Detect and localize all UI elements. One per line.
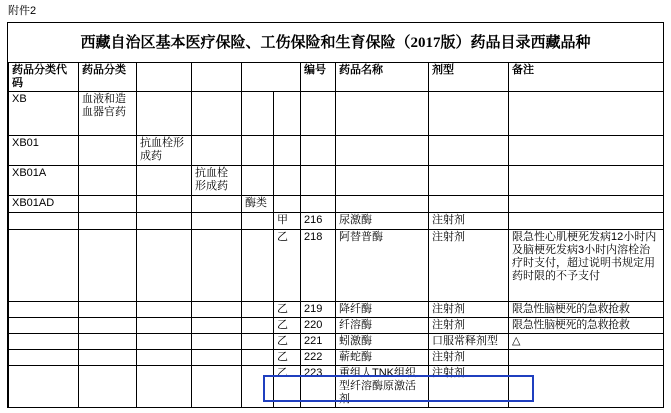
cell-category-3 bbox=[192, 136, 242, 166]
cell-category-2 bbox=[137, 366, 192, 408]
cell-dosage-form: 口服常释剂型 bbox=[429, 334, 509, 350]
cell-category-4 bbox=[242, 318, 274, 334]
cell-remark bbox=[509, 366, 664, 408]
cell-dosage-form bbox=[429, 136, 509, 166]
table-row bbox=[9, 230, 664, 302]
cell-category-code bbox=[9, 350, 79, 366]
cell-drug-name: 纤溶酶 bbox=[336, 318, 429, 334]
cell-number bbox=[301, 196, 336, 213]
cell-remark bbox=[509, 166, 664, 196]
cell-category-4: 酶类 bbox=[242, 196, 274, 213]
cell-category-3 bbox=[192, 230, 242, 302]
cell-number: 220 bbox=[301, 318, 336, 334]
cell-number: 219 bbox=[301, 302, 336, 318]
header-dosage-form: 剂型 bbox=[429, 63, 509, 92]
cell-dosage-form: 注射剂 bbox=[429, 318, 509, 334]
cell-number: 223 bbox=[301, 366, 336, 408]
cell-drug-name: 尿激酶 bbox=[336, 213, 429, 230]
table-row bbox=[9, 302, 664, 318]
cell-level: 乙 bbox=[274, 230, 301, 302]
cell-dosage-form: 注射剂 bbox=[429, 213, 509, 230]
cell-category-4 bbox=[242, 350, 274, 366]
cell-number bbox=[301, 166, 336, 196]
cell-category-code bbox=[9, 334, 79, 350]
cell-category-code bbox=[9, 302, 79, 318]
cell-category-3 bbox=[192, 318, 242, 334]
cell-category-2 bbox=[137, 92, 192, 136]
cell-drug-name bbox=[336, 196, 429, 213]
cell-remark: 限急性脑梗死的急救抢救 bbox=[509, 302, 664, 318]
cell-level bbox=[274, 136, 301, 166]
cell-category-1 bbox=[79, 196, 137, 213]
cell-drug-name: 蚓激酶 bbox=[336, 334, 429, 350]
table-row bbox=[9, 318, 664, 334]
cell-level bbox=[274, 166, 301, 196]
cell-drug-name: 阿替普酶 bbox=[336, 230, 429, 302]
cell-dosage-form: 注射剂 bbox=[429, 230, 509, 302]
cell-category-1 bbox=[79, 366, 137, 408]
cell-level: 乙 bbox=[274, 350, 301, 366]
cell-category-1 bbox=[79, 350, 137, 366]
cell-category-1 bbox=[79, 166, 137, 196]
cell-drug-name: 降纤酶 bbox=[336, 302, 429, 318]
cell-level: 甲 bbox=[274, 213, 301, 230]
header-category-2 bbox=[137, 63, 192, 92]
cell-number: 216 bbox=[301, 213, 336, 230]
cell-level: 乙 bbox=[274, 302, 301, 318]
cell-category-2 bbox=[137, 334, 192, 350]
cell-category-3: 抗血栓形成药 bbox=[192, 166, 242, 196]
cell-category-code: XB01A bbox=[9, 166, 79, 196]
cell-category-2 bbox=[137, 166, 192, 196]
cell-category-3 bbox=[192, 196, 242, 213]
header-number: 编号 bbox=[301, 63, 336, 92]
cell-number bbox=[301, 136, 336, 166]
header-remark: 备注 bbox=[509, 63, 664, 92]
cell-category-4 bbox=[242, 366, 274, 408]
cell-category-3 bbox=[192, 302, 242, 318]
cell-dosage-form: 注射剂 bbox=[429, 302, 509, 318]
cell-category-code bbox=[9, 230, 79, 302]
cell-remark bbox=[509, 350, 664, 366]
cell-remark bbox=[509, 213, 664, 230]
cell-remark: 限急性脑梗死的急救抢救 bbox=[509, 318, 664, 334]
cell-level: 乙 bbox=[274, 366, 301, 408]
cell-category-1 bbox=[79, 213, 137, 230]
cell-remark bbox=[509, 136, 664, 166]
cell-category-3 bbox=[192, 350, 242, 366]
header-category-4 bbox=[242, 63, 301, 92]
cell-drug-name: 重组人TNK组织型纤溶酶原激活剂 bbox=[336, 366, 429, 408]
cell-category-code: XB bbox=[9, 92, 79, 136]
cell-category-4 bbox=[242, 334, 274, 350]
cell-category-4 bbox=[242, 166, 274, 196]
cell-number: 221 bbox=[301, 334, 336, 350]
table-row bbox=[9, 334, 664, 350]
cell-number bbox=[301, 92, 336, 136]
cell-category-4 bbox=[242, 92, 274, 136]
cell-category-2: 抗血栓形成药 bbox=[137, 136, 192, 166]
cell-category-1 bbox=[79, 230, 137, 302]
cell-category-1: 血液和造血器官药 bbox=[79, 92, 137, 136]
attachment-label: 附件2 bbox=[8, 5, 37, 17]
table-row bbox=[9, 136, 664, 166]
cell-level bbox=[274, 92, 301, 136]
cell-drug-name bbox=[336, 136, 429, 166]
cell-category-3 bbox=[192, 213, 242, 230]
table-header-row bbox=[9, 63, 664, 92]
cell-dosage-form: 注射剂 bbox=[429, 350, 509, 366]
document-frame bbox=[7, 22, 664, 408]
cell-category-3 bbox=[192, 334, 242, 350]
cell-category-code bbox=[9, 318, 79, 334]
cell-category-code: XB01 bbox=[9, 136, 79, 166]
cell-remark bbox=[509, 92, 664, 136]
cell-category-3 bbox=[192, 92, 242, 136]
header-category-code: 药品分类代码 bbox=[9, 63, 79, 92]
cell-category-code bbox=[9, 213, 79, 230]
table-row bbox=[9, 213, 664, 230]
cell-category-3 bbox=[192, 366, 242, 408]
header-category: 药品分类 bbox=[79, 63, 137, 92]
cell-category-4 bbox=[242, 136, 274, 166]
cell-category-1 bbox=[79, 302, 137, 318]
cell-number: 222 bbox=[301, 350, 336, 366]
cell-category-code: XB01AD bbox=[9, 196, 79, 213]
cell-level bbox=[274, 196, 301, 213]
cell-remark bbox=[509, 196, 664, 213]
cell-remark: 限急性心肌梗死发病12小时内及脑梗死发病3小时内溶栓治疗时支付，超过说明书规定用药时限的不予支付 bbox=[509, 230, 664, 302]
header-drug-name: 药品名称 bbox=[336, 63, 429, 92]
cell-level: 乙 bbox=[274, 334, 301, 350]
cell-category-4 bbox=[242, 213, 274, 230]
drug-catalog-table bbox=[8, 62, 664, 408]
header-category-3 bbox=[192, 63, 242, 92]
cell-category-2 bbox=[137, 318, 192, 334]
cell-category-2 bbox=[137, 213, 192, 230]
cell-category-1 bbox=[79, 136, 137, 166]
cell-dosage-form: 注射剂 bbox=[429, 366, 509, 408]
cell-category-1 bbox=[79, 318, 137, 334]
cell-category-2 bbox=[137, 230, 192, 302]
cell-category-1 bbox=[79, 334, 137, 350]
cell-category-4 bbox=[242, 302, 274, 318]
cell-dosage-form bbox=[429, 196, 509, 213]
cell-category-2 bbox=[137, 302, 192, 318]
cell-drug-name bbox=[336, 166, 429, 196]
table-row bbox=[9, 350, 664, 366]
cell-drug-name bbox=[336, 92, 429, 136]
table-row bbox=[9, 166, 664, 196]
cell-level: 乙 bbox=[274, 318, 301, 334]
cell-drug-name: 蕲蛇酶 bbox=[336, 350, 429, 366]
cell-dosage-form bbox=[429, 92, 509, 136]
cell-remark: △ bbox=[509, 334, 664, 350]
cell-category-4 bbox=[242, 230, 274, 302]
page-title: 西藏自治区基本医疗保险、工伤保险和生育保险（2017版）药品目录西藏品种 bbox=[80, 35, 591, 51]
table-row bbox=[9, 92, 664, 136]
table-row bbox=[9, 196, 664, 213]
cell-category-code bbox=[9, 366, 79, 408]
cell-number: 218 bbox=[301, 230, 336, 302]
table-row-highlighted bbox=[9, 366, 664, 408]
cell-category-2 bbox=[137, 350, 192, 366]
cell-category-2 bbox=[137, 196, 192, 213]
cell-dosage-form bbox=[429, 166, 509, 196]
